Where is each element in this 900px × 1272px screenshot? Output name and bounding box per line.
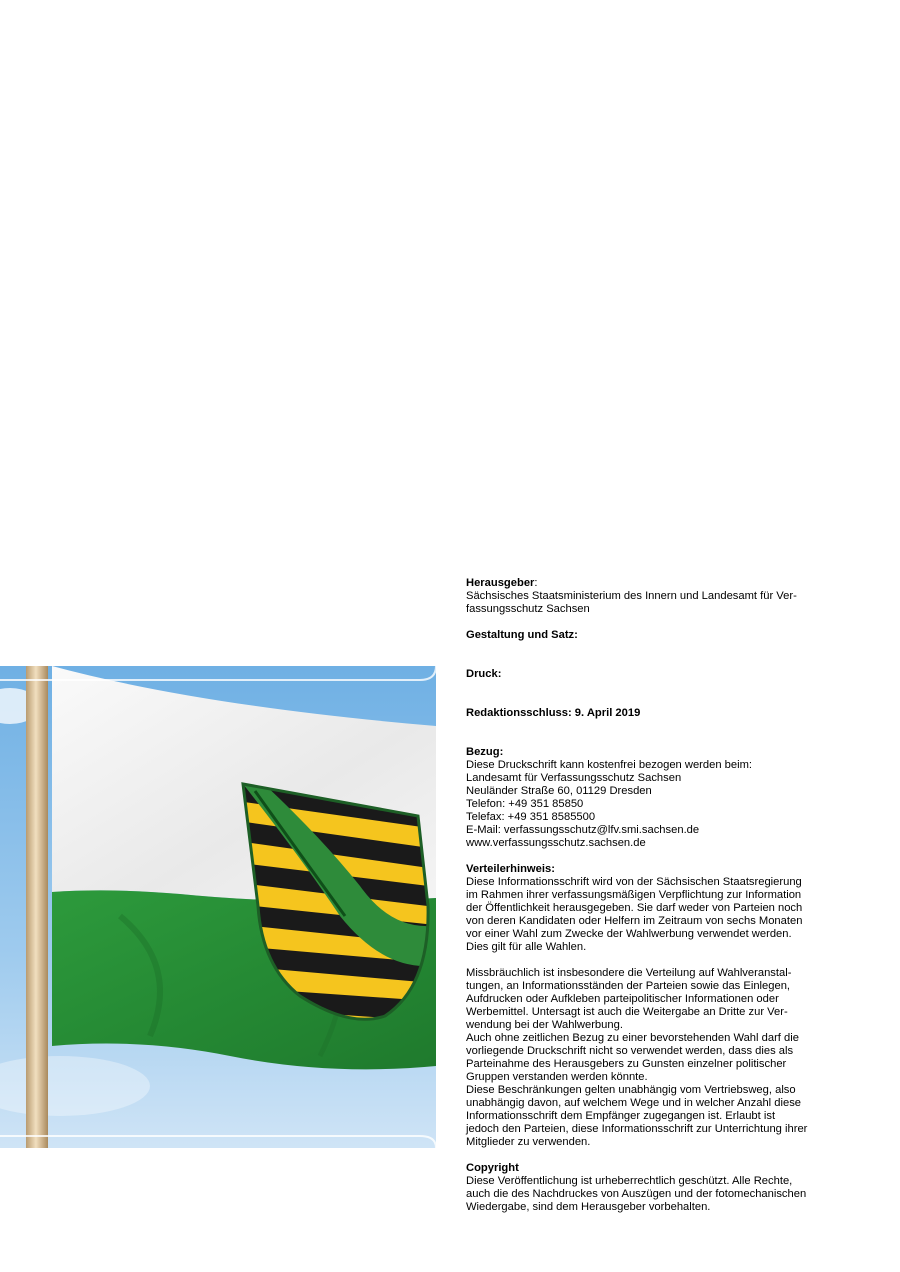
publisher-section [466,577,826,616]
copyright-label: Copyright [466,1162,519,1174]
misuse-line: vorliegende Druckschrift nicht so verwendet werden, dass dies als [466,1045,794,1057]
misuse-line: Aufdrucken oder Aufkleben parteipolitischer Informationen oder [466,993,779,1005]
misuse-section [466,967,826,1149]
misuse-line: Werbemittel. Untersagt ist auch die Weitergabe an Dritte zur Ver- [466,1006,788,1018]
copyright-line: Wiedergabe, sind dem Herausgeber vorbehalten. [466,1201,711,1213]
misuse-line: Informationsschrift dem Empfänger zugegangen ist. Erlaubt ist [466,1110,776,1122]
misuse-line: jedoch den Parteien, diese Informationsschrift zur Unterrichtung ihrer [466,1123,808,1135]
copyright-line: auch die des Nachdruckes von Auszügen und der fotomechanischen [466,1188,807,1200]
publisher-label: Herausgeber [466,577,535,589]
deadline-label: Redaktionsschluss: 9. April 2019 [466,707,641,719]
supply-line: Telefon: +49 351 85850 [466,798,584,810]
design-label: Gestaltung und Satz: [466,629,578,641]
supply-line: Neuländer Straße 60, 01129 Dresden [466,785,652,797]
misuse-line: unabhängig davon, auf welchem Wege und in welcher Anzahl diese [466,1097,802,1109]
saxony-flag-photo [0,666,436,1148]
supply-line: Telefax: +49 351 8585500 [466,811,596,823]
distribution-line: von deren Kandidaten oder Helfern im Zeitraum von sechs Monaten [466,915,803,927]
misuse-line: Auch ohne zeitlichen Bezug zu einer bevorstehenden Wahl darf die [466,1032,799,1044]
copyright-line: Diese Veröffentlichung ist urheberrechtlich geschützt. Alle Rechte, [466,1175,793,1187]
publisher-line: fassungsschutz Sachsen [466,603,590,615]
supply-line: Diese Druckschrift kann kostenfrei bezogen werden beim: [466,759,753,771]
supply-line: Landesamt für Verfassungsschutz Sachsen [466,772,682,784]
supply-section [466,746,826,850]
distribution-line: vor einer Wahl zum Zwecke der Wahlwerbung verwendet werden. [466,928,792,940]
publisher-line: Sächsisches Staatsministerium des Innern und Landesamt für Ver- [466,590,797,602]
misuse-line: wendung bei der Wahlwerbung. [466,1019,623,1031]
distribution-label: Verteilerhinweis: [466,863,555,875]
misuse-line: Gruppen verstanden werden könnte. [466,1071,648,1083]
misuse-line: Missbräuchlich ist insbesondere die Verteilung auf Wahlveranstal- [466,967,792,979]
print-label: Druck: [466,668,502,680]
distribution-line: im Rahmen ihrer verfassungsmäßigen Verpflichtung zur Information [466,889,802,901]
supply-line: www.verfassungsschutz.sachsen.de [466,837,646,849]
supply-label: Bezug: [466,746,504,758]
distribution-line: der Öffentlichkeit herausgegeben. Sie darf weder von Parteien noch [466,902,803,914]
distribution-line: Diese Informationsschrift wird von der Sächsischen Staatsregierung [466,876,802,888]
imprint-text [466,577,826,1214]
misuse-line: Mitglieder zu verwenden. [466,1136,591,1148]
supply-line: E-Mail: verfassungsschutz@lfv.smi.sachsen.de [466,824,700,836]
distribution-line: Dies gilt für alle Wahlen. [466,941,587,953]
publisher-colon: : [534,577,538,589]
misuse-line: Diese Beschränkungen gelten unabhängig vom Vertriebsweg, also [466,1084,796,1096]
misuse-line: tungen, an Informationsständen der Parteien sowie das Einlegen, [466,980,791,992]
misuse-line: Parteinahme des Herausgebers zu Gunsten einzelner politischer [466,1058,787,1070]
distribution-section [466,863,826,954]
copyright-section [466,1162,826,1214]
